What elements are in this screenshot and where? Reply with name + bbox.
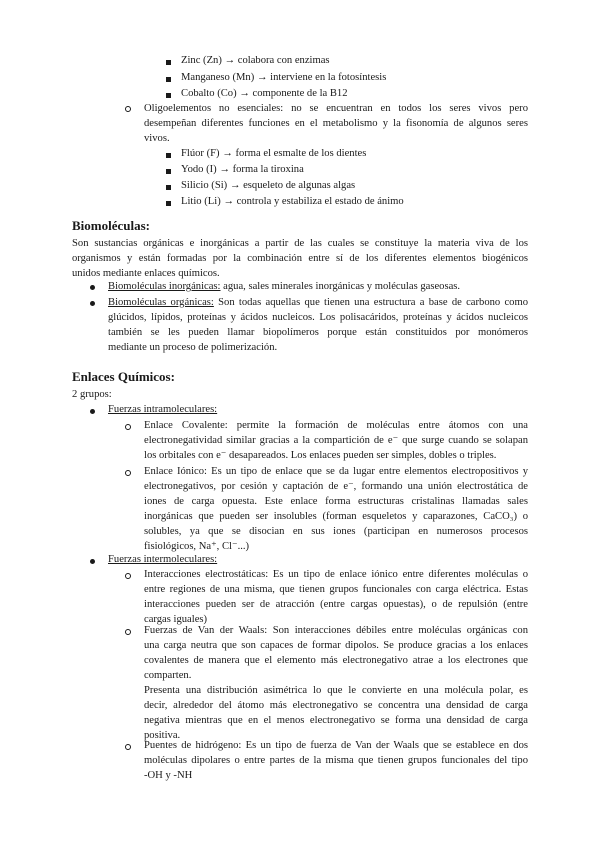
- circle-bullet-icon: [125, 744, 131, 750]
- non-essential-paragraph: Oligoelementos no esenciales: no se encuentran en todos los seres vivos pero desempeñan diferentes funciones en el metabolismo y la fisonomía de algunos seres vivos.: [144, 103, 528, 144]
- list-item: Zinc (Zn) → colabora con enzimas: [181, 55, 330, 66]
- ionico-paragraph: Enlace Iónico: Es un tipo de enlace que se da lugar entre elementos electropositivos y electronegativos, por cesión y captación de e⁻, formando una unión electrostática de iones de carga opuesta. Este enlace forma estructuras cristalinas llamadas sales inorgánicas que pueden ser insolubles (forman esqueletos y caparazones, CaCO₃) o solubles, ya que se disocian en sus iones (participan en numerosos procesos fisiológicos, Na⁺, Cl⁻...): [144, 466, 528, 552]
- circle-bullet-icon: [125, 424, 131, 430]
- electrostaticas-paragraph: Interacciones electrostáticas: Es un tipo de enlace iónico entre diferentes moléculas o entre regiones de una misma, que tienen grupos funcionales con carga eléctrica. Estas interacciones pueden ser de atracción (entre cargas opuestas), o de repulsión (entre cargas iguales): [144, 569, 528, 625]
- vanderwaals-paragraph: Fuerzas de Van der Waals: Son interacciones débiles entre moléculas orgánicas con una carga neutra que son capaces de formar dipolos. Se produce gracias a los enlaces covalentes de manera que el elemento más electronegativo atrae a los electrones que comparten. Presenta una distribución asimétrica lo que le convierte en una molécula polar, es decir, alrededor del átomo más electronegativo se concentra una densidad de carga negativa mientras que en el menos electronegativo se forma una densidad de carga positiva.: [144, 625, 528, 741]
- dot-bullet-icon: [90, 559, 95, 564]
- square-bullet-icon: [166, 185, 171, 190]
- groups-label: 2 grupos:: [72, 389, 112, 400]
- covalente-paragraph: Enlace Covalente: permite la formación de moléculas entre átomos con una electronegatividad similar gracias a la compartición de e⁻ que surge cuando se solapan los orbitales con e⁻ desapareados. Los enlaces pueden ser simples, dobles o triples.: [144, 420, 528, 461]
- circle-bullet-icon: [125, 573, 131, 579]
- square-bullet-icon: [166, 60, 171, 65]
- organic-label: Biomoléculas orgánicas:: [108, 297, 214, 308]
- hidrogeno-paragraph: Puentes de hidrógeno: Es un tipo de fuerza de Van der Waals que se establece en dos moléculas dipolares o entre partes de la misma que tienen grupos funcionales del tipo -OH y -NH: [144, 740, 528, 781]
- inter-label: Fuerzas intermoleculares:: [108, 554, 218, 565]
- list-item: Cobalto (Co) → componente de la B12: [181, 88, 348, 99]
- circle-bullet-icon: [125, 470, 131, 476]
- intra-label: Fuerzas intramoleculares:: [108, 404, 218, 415]
- organic-item: Biomoléculas orgánicas: Son todas aquellas que tienen una estructura a base de carbono como glúcidos, lípidos, proteínas y ácidos nucleicos. Los polisacáridos, proteínas y ácidos nucleicos también se les pueden llamar biopolímeros porque están constituidos por monómeros mediante un proceso de polimerización.: [108, 297, 529, 353]
- inorganic-text: agua, sales minerales inorgánicas y moléculas gaseosas.: [220, 281, 461, 292]
- inorganic-item: [108, 279, 460, 294]
- inorganic-label: Biomoléculas inorgánicas:: [108, 281, 221, 292]
- list-item: Litio (Li) → controla y estabiliza el estado de ánimo: [181, 196, 404, 207]
- circle-bullet-icon: [125, 106, 131, 112]
- square-bullet-icon: [166, 201, 171, 206]
- organic-first: Son todas aquellas que tienen una estructura a base de carbono como: [213, 297, 529, 308]
- dot-bullet-icon: [90, 301, 95, 306]
- square-bullet-icon: [166, 153, 171, 158]
- dot-bullet-icon: [90, 409, 95, 414]
- biomoleculas-intro: Son sustancias orgánicas e inorgánicas a partir de las cuales se constituye la materia viva de los organismos y están formadas por la combinación entre sí de los diferentes elementos biogénicos unidos mediante enlaces químicos.: [72, 238, 528, 279]
- square-bullet-icon: [166, 77, 171, 82]
- circle-bullet-icon: [125, 629, 131, 635]
- list-item: Yodo (I) → forma la tiroxina: [181, 164, 304, 175]
- section-title-biomoleculas: Biomoléculas:: [72, 218, 150, 233]
- list-item: Flúor (F) → forma el esmalte de los dientes: [181, 148, 367, 159]
- section-title-enlaces: Enlaces Químicos:: [72, 369, 175, 384]
- dot-bullet-icon: [90, 285, 95, 290]
- square-bullet-icon: [166, 169, 171, 174]
- list-item: Silicio (Si) → esqueleto de algunas algas: [181, 180, 356, 191]
- list-item: Manganeso (Mn) → interviene en la fotosíntesis: [181, 72, 387, 83]
- square-bullet-icon: [166, 93, 171, 98]
